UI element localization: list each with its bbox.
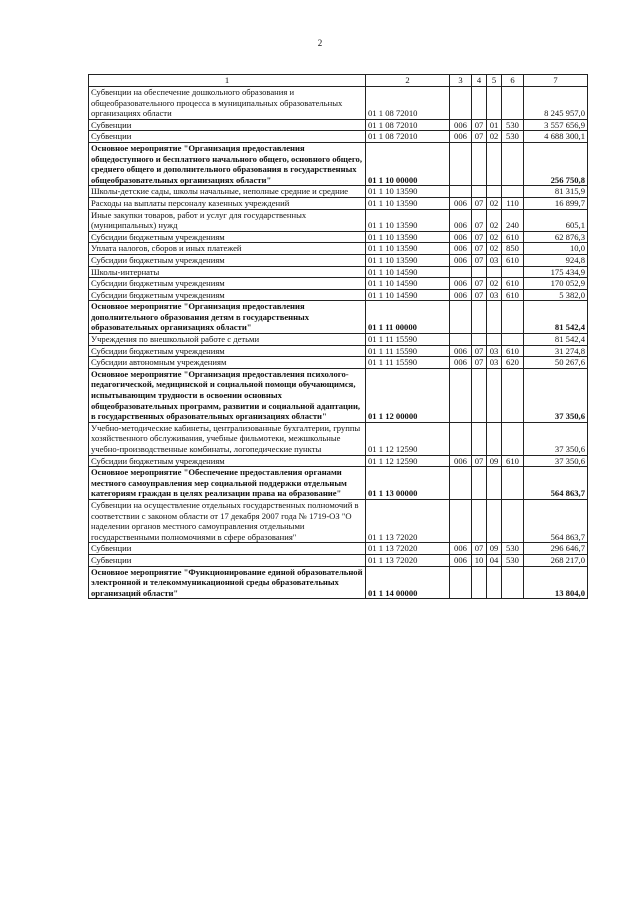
table-row	[89, 566, 588, 599]
row-expense-type-cell: 530	[502, 131, 524, 143]
row-expense-type-cell: 240	[502, 209, 524, 231]
row-amount-cell: 16 899,7	[524, 197, 588, 209]
row-grbs-cell: 006	[450, 455, 472, 467]
row-name-cell: Субвенции	[89, 554, 366, 566]
row-name-cell: Субвенции	[89, 119, 366, 131]
row-subsection-cell	[487, 566, 502, 599]
row-amount-cell: 37 350,6	[524, 368, 588, 422]
header-cell: 7	[524, 75, 588, 87]
row-code-cell: 01 1 10 13590	[366, 209, 450, 231]
table-row	[89, 289, 588, 301]
row-code-cell: 01 1 10 13590	[366, 197, 450, 209]
row-grbs-cell: 006	[450, 243, 472, 255]
row-name-cell: Основное мероприятие "Функционирование единой образовательной электронной и телекоммуникационной среды образовательных организаций области"	[89, 566, 366, 599]
row-name-cell: Субсидии бюджетным учреждениям	[89, 289, 366, 301]
row-section-cell	[472, 186, 487, 198]
row-subsection-cell	[487, 467, 502, 500]
budget-table	[88, 74, 588, 599]
row-name-cell: Основное мероприятие "Организация предоставления общедоступного и бесплатного начального общего, основного общего, среднего общего и дополнительного образования в государственных общеобразовательных организациях области"	[89, 142, 366, 185]
row-amount-cell: 175 434,9	[524, 266, 588, 278]
table-row	[89, 131, 588, 143]
row-subsection-cell	[487, 301, 502, 334]
row-amount-cell: 31 274,8	[524, 345, 588, 357]
table-row	[89, 554, 588, 566]
row-name-cell: Школы-интернаты	[89, 266, 366, 278]
table-row	[89, 334, 588, 346]
row-section-cell: 07	[472, 345, 487, 357]
row-subsection-cell: 03	[487, 345, 502, 357]
row-code-cell: 01 1 11 15590	[366, 334, 450, 346]
row-section-cell	[472, 301, 487, 334]
row-section-cell: 07	[472, 131, 487, 143]
row-grbs-cell	[450, 422, 472, 455]
row-expense-type-cell	[502, 499, 524, 542]
row-name-cell: Учреждения по внешкольной работе с детьми	[89, 334, 366, 346]
row-section-cell	[472, 87, 487, 120]
table-row	[89, 243, 588, 255]
row-section-cell: 07	[472, 455, 487, 467]
row-expense-type-cell: 610	[502, 289, 524, 301]
row-code-cell: 01 1 12 12590	[366, 455, 450, 467]
row-code-cell: 01 1 13 72020	[366, 543, 450, 555]
row-grbs-cell	[450, 87, 472, 120]
row-grbs-cell: 006	[450, 119, 472, 131]
table-row	[89, 301, 588, 334]
row-code-cell: 01 1 10 14590	[366, 278, 450, 290]
table-row	[89, 455, 588, 467]
row-name-cell: Субсидии автономным учреждениям	[89, 357, 366, 369]
row-amount-cell: 564 863,7	[524, 467, 588, 500]
row-expense-type-cell	[502, 301, 524, 334]
row-grbs-cell	[450, 301, 472, 334]
header-cell: 1	[89, 75, 366, 87]
row-grbs-cell: 006	[450, 231, 472, 243]
row-section-cell	[472, 334, 487, 346]
row-section-cell	[472, 368, 487, 422]
row-code-cell: 01 1 11 15590	[366, 345, 450, 357]
header-cell: 3	[450, 75, 472, 87]
row-expense-type-cell: 610	[502, 278, 524, 290]
row-amount-cell: 268 217,0	[524, 554, 588, 566]
table-row	[89, 278, 588, 290]
table-row	[89, 422, 588, 455]
row-grbs-cell: 006	[450, 197, 472, 209]
header-cell: 4	[472, 75, 487, 87]
row-code-cell: 01 1 13 72020	[366, 499, 450, 542]
row-expense-type-cell	[502, 467, 524, 500]
row-amount-cell: 81 542,4	[524, 301, 588, 334]
row-amount-cell: 564 863,7	[524, 499, 588, 542]
row-subsection-cell	[487, 266, 502, 278]
row-amount-cell: 50 267,6	[524, 357, 588, 369]
row-subsection-cell: 02	[487, 197, 502, 209]
table-row	[89, 209, 588, 231]
row-code-cell: 01 1 12 12590	[366, 422, 450, 455]
table-row	[89, 266, 588, 278]
table-row	[89, 345, 588, 357]
row-expense-type-cell	[502, 368, 524, 422]
row-amount-cell: 296 646,7	[524, 543, 588, 555]
row-subsection-cell	[487, 186, 502, 198]
row-subsection-cell: 02	[487, 231, 502, 243]
row-grbs-cell: 006	[450, 289, 472, 301]
row-amount-cell: 5 382,0	[524, 289, 588, 301]
row-name-cell: Субсидии бюджетным учреждениям	[89, 345, 366, 357]
row-expense-type-cell: 610	[502, 345, 524, 357]
row-name-cell: Субсидии бюджетным учреждениям	[89, 254, 366, 266]
row-amount-cell: 924,8	[524, 254, 588, 266]
row-expense-type-cell	[502, 422, 524, 455]
row-grbs-cell	[450, 142, 472, 185]
row-expense-type-cell	[502, 334, 524, 346]
row-grbs-cell	[450, 334, 472, 346]
row-code-cell: 01 1 10 14590	[366, 266, 450, 278]
table-row	[89, 87, 588, 120]
row-name-cell: Учебно-методические кабинеты, централизованные бухгалтерии, группы хозяйственного обслуживания, учебные фильмотеки, межшкольные учебно-производственные комбинаты, логопедические пункты	[89, 422, 366, 455]
row-subsection-cell	[487, 87, 502, 120]
row-code-cell: 01 1 13 00000	[366, 467, 450, 500]
row-grbs-cell: 006	[450, 254, 472, 266]
row-name-cell: Основное мероприятие "Организация предоставления психолого-педагогической, медицинской и социальной помощи обучающимся, испытывающим трудности в освоении основных общеобразовательных программ, развитии и социальной адаптации, в государственных образовательных организациях области"	[89, 368, 366, 422]
row-section-cell: 07	[472, 357, 487, 369]
row-code-cell: 01 1 10 13590	[366, 254, 450, 266]
row-subsection-cell: 03	[487, 289, 502, 301]
row-section-cell: 07	[472, 119, 487, 131]
row-grbs-cell	[450, 566, 472, 599]
row-grbs-cell: 006	[450, 345, 472, 357]
row-amount-cell: 605,1	[524, 209, 588, 231]
row-section-cell: 07	[472, 543, 487, 555]
row-section-cell: 10	[472, 554, 487, 566]
row-subsection-cell	[487, 142, 502, 185]
row-expense-type-cell: 610	[502, 455, 524, 467]
row-subsection-cell: 03	[487, 357, 502, 369]
row-code-cell: 01 1 11 15590	[366, 357, 450, 369]
row-grbs-cell	[450, 186, 472, 198]
table-row	[89, 254, 588, 266]
header-cell: 6	[502, 75, 524, 87]
header-cell: 2	[366, 75, 450, 87]
row-expense-type-cell: 530	[502, 554, 524, 566]
row-grbs-cell: 006	[450, 278, 472, 290]
row-grbs-cell: 006	[450, 543, 472, 555]
row-name-cell: Школы-детские сады, школы начальные, неполные средние и средние	[89, 186, 366, 198]
row-code-cell: 01 1 10 13590	[366, 231, 450, 243]
row-section-cell	[472, 142, 487, 185]
row-code-cell: 01 1 10 00000	[366, 142, 450, 185]
row-amount-cell: 81 315,9	[524, 186, 588, 198]
row-subsection-cell: 02	[487, 131, 502, 143]
row-subsection-cell: 02	[487, 243, 502, 255]
row-subsection-cell: 09	[487, 455, 502, 467]
table-row	[89, 186, 588, 198]
row-name-cell: Основное мероприятие "Обеспечение предоставления органами местного самоуправления мер социальной поддержки отдельным категориям граждан в целях реализации права на образование"	[89, 467, 366, 500]
row-section-cell: 07	[472, 197, 487, 209]
row-expense-type-cell	[502, 87, 524, 120]
row-name-cell: Основное мероприятие "Организация предоставления дополнительного образования детям в государственных образовательных организациях области"	[89, 301, 366, 334]
row-expense-type-cell	[502, 142, 524, 185]
row-amount-cell: 10,0	[524, 243, 588, 255]
row-section-cell: 07	[472, 289, 487, 301]
row-grbs-cell: 006	[450, 209, 472, 231]
row-expense-type-cell	[502, 566, 524, 599]
row-amount-cell: 256 750,8	[524, 142, 588, 185]
row-code-cell: 01 1 11 00000	[366, 301, 450, 334]
row-code-cell: 01 1 12 00000	[366, 368, 450, 422]
row-subsection-cell: 09	[487, 543, 502, 555]
table-row	[89, 142, 588, 185]
table-row	[89, 231, 588, 243]
row-amount-cell: 170 052,9	[524, 278, 588, 290]
row-grbs-cell: 006	[450, 357, 472, 369]
row-subsection-cell: 04	[487, 554, 502, 566]
row-subsection-cell	[487, 368, 502, 422]
row-section-cell: 07	[472, 254, 487, 266]
header-cell: 5	[487, 75, 502, 87]
row-amount-cell: 3 557 656,9	[524, 119, 588, 131]
row-name-cell: Субвенции	[89, 543, 366, 555]
row-expense-type-cell	[502, 186, 524, 198]
row-amount-cell: 13 804,0	[524, 566, 588, 599]
row-grbs-cell: 006	[450, 131, 472, 143]
row-grbs-cell: 006	[450, 554, 472, 566]
row-name-cell: Уплата налогов, сборов и иных платежей	[89, 243, 366, 255]
row-code-cell: 01 1 10 13590	[366, 186, 450, 198]
row-subsection-cell: 02	[487, 209, 502, 231]
row-section-cell: 07	[472, 243, 487, 255]
row-name-cell: Субвенции на обеспечение дошкольного образования и общеобразовательного процесса в муниципальных образовательных организациях области	[89, 87, 366, 120]
row-name-cell: Субсидии бюджетным учреждениям	[89, 231, 366, 243]
row-subsection-cell: 01	[487, 119, 502, 131]
table-row	[89, 357, 588, 369]
row-code-cell: 01 1 13 72020	[366, 554, 450, 566]
row-code-cell: 01 1 08 72010	[366, 119, 450, 131]
row-expense-type-cell: 530	[502, 543, 524, 555]
page-number: 2	[317, 38, 323, 48]
row-expense-type-cell: 610	[502, 254, 524, 266]
row-amount-cell: 81 542,4	[524, 334, 588, 346]
row-code-cell: 01 1 14 00000	[366, 566, 450, 599]
row-code-cell: 01 1 08 72010	[366, 87, 450, 120]
row-section-cell: 07	[472, 209, 487, 231]
row-grbs-cell	[450, 266, 472, 278]
row-name-cell: Субсидии бюджетным учреждениям	[89, 278, 366, 290]
row-amount-cell: 37 350,6	[524, 455, 588, 467]
row-section-cell	[472, 467, 487, 500]
row-expense-type-cell: 110	[502, 197, 524, 209]
row-section-cell: 07	[472, 278, 487, 290]
table-row	[89, 499, 588, 542]
row-subsection-cell	[487, 334, 502, 346]
row-grbs-cell	[450, 368, 472, 422]
row-expense-type-cell: 530	[502, 119, 524, 131]
row-amount-cell: 62 876,3	[524, 231, 588, 243]
row-grbs-cell	[450, 499, 472, 542]
row-section-cell: 07	[472, 231, 487, 243]
table-row	[89, 368, 588, 422]
row-subsection-cell	[487, 499, 502, 542]
table-row	[89, 197, 588, 209]
row-amount-cell: 4 688 300,1	[524, 131, 588, 143]
table-header-row	[89, 75, 588, 87]
row-name-cell: Иные закупки товаров, работ и услуг для государственных (муниципальных) нужд	[89, 209, 366, 231]
row-code-cell: 01 1 08 72010	[366, 131, 450, 143]
row-code-cell: 01 1 10 13590	[366, 243, 450, 255]
row-expense-type-cell: 620	[502, 357, 524, 369]
row-name-cell: Расходы на выплаты персоналу казенных учреждений	[89, 197, 366, 209]
row-name-cell: Субсидии бюджетным учреждениям	[89, 455, 366, 467]
row-section-cell	[472, 422, 487, 455]
row-expense-type-cell: 610	[502, 231, 524, 243]
row-subsection-cell: 02	[487, 278, 502, 290]
row-amount-cell: 8 245 957,0	[524, 87, 588, 120]
row-expense-type-cell: 850	[502, 243, 524, 255]
row-name-cell: Субвенции на осуществление отдельных государственных полномочий в соответствии с законом области от 17 декабря 2007 года № 1719-ОЗ "О наделении органов местного самоуправления отдельными государственными полномочиями в сфере образования"	[89, 499, 366, 542]
row-section-cell	[472, 266, 487, 278]
row-code-cell: 01 1 10 14590	[366, 289, 450, 301]
table-row	[89, 467, 588, 500]
row-expense-type-cell	[502, 266, 524, 278]
row-section-cell	[472, 566, 487, 599]
row-section-cell	[472, 499, 487, 542]
table-row	[89, 119, 588, 131]
row-subsection-cell: 03	[487, 254, 502, 266]
row-amount-cell: 37 350,6	[524, 422, 588, 455]
row-subsection-cell	[487, 422, 502, 455]
row-grbs-cell	[450, 467, 472, 500]
table-row	[89, 543, 588, 555]
row-name-cell: Субвенции	[89, 131, 366, 143]
